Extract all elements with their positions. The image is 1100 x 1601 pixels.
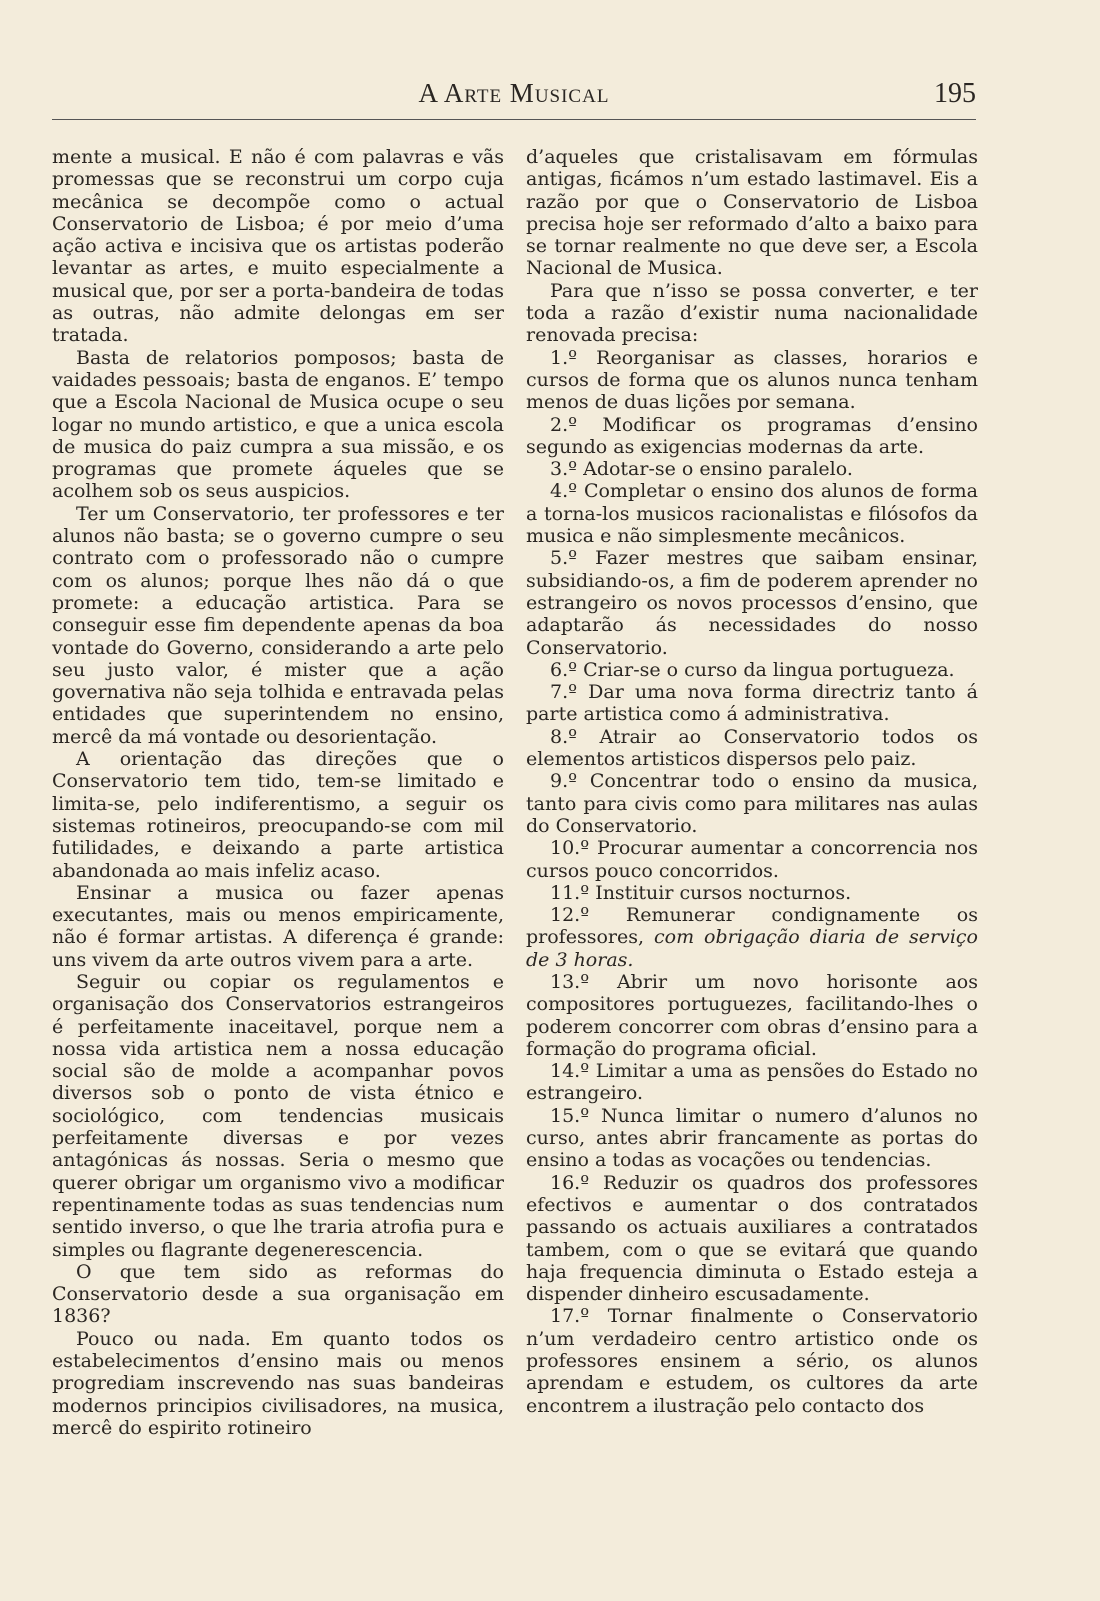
page-number: 195 [934,78,976,109]
list-item: 17.º Tornar finalmente o Conservatorio n’um verdadeiro centro artistico onde os professores ensinem a sério, os alunos aprendam e estudem, os cultores da arte encontrem a ilustração pelo contacto dos [526,1305,978,1417]
list-item: 1.º Reorganisar as classes, horarios e cursos de forma que os alunos nunca tenham menos de duas lições por semana. [526,346,978,414]
list-item: 5.º Fazer mestres que saibam ensinar, subsidiando-os, a fim de poderem aprender no estrangeiro os novos processos d’ensino, que adaptarão ás necessidades do nosso Conservatorio. [526,547,978,659]
right-column [526,146,978,1417]
paragraph: Ensinar a musica ou fazer apenas executantes, mais ou menos empiricamente, não é formar artistas. A diferença é grande: uns vivem da arte outros vivem para a arte. [52,881,504,971]
list-item: 4.º Completar o ensino dos alunos de forma a torna-los musicos racionalistas e filósofos da musica e não simplesmente mecânicos. [526,480,978,548]
paragraph: Pouco ou nada. Em quanto todos os estabelecimentos d’ensino mais ou menos progrediam inscrevendo nas suas bandeiras modernos principios civilisadores, na musica, mercê do espirito rotineiro [52,1327,504,1439]
list-item: 7.º Dar uma nova forma directriz tanto á parte artistica como á administrativa. [526,681,978,726]
header-rule [52,119,976,120]
paragraph: Basta de relatorios pomposos; basta de vaidades pessoais; basta de enganos. E’ tempo que a Escola Nacional de Musica ocupe o seu logar no mundo artistico, e que a unica escola de musica do paiz cumpra a sua missão, e os programas que promete áqueles que se acolhem sob os seus auspicios. [52,346,504,503]
list-item: 13.º Abrir um novo horisonte aos compositores portuguezes, facilitando-lhes o poderem concorrer com obras d’ensino para a formação do programa oficial. [526,970,978,1060]
paragraph: Para que n’isso se possa converter, e ter toda a razão d’existir numa nacionalidade renovada precisa: [526,279,978,347]
paragraph: O que tem sido as reformas do Conservatorio desde a sua organisação em 1836? [52,1260,504,1328]
list-item: 6.º Criar-se o curso da lingua portugueza. [550,658,955,681]
list-item [526,904,978,971]
list-item: 10.º Procurar aumentar a concorrencia nos cursos pouco concorridos. [526,837,978,882]
running-title: A Arte Musical [418,78,610,108]
list-item: 2.º Modificar os programas d’ensino segundo as exigencias modernas da arte. [526,413,978,458]
list-item: 16.º Reduzir os quadros dos professores efectivos e aumentar o dos contratados passando os actuais auxiliares a contratados tambem, com o que se evitará que quando haja frequencia diminuta o Estado esteja a dispender dinheiro escusadamente. [526,1171,978,1306]
paragraph: d’aqueles que cristalisavam em fórmulas antigas, ficámos n’um estado lastimavel. Eis a razão por que o Conservatorio de Lisboa precisa hoje ser reformado d’alto a baixo para se tornar realmente no que deve ser, a Escola Nacional de Musica. [526,146,978,280]
page-header [52,74,976,114]
list-item: 14.º Limitar a uma as pensões do Estado no estrangeiro. [526,1060,978,1105]
left-column [52,146,504,1439]
list-item: 11.º Instituir cursos nocturnos. [550,881,852,904]
list-item: 15.º Nunca limitar o numero d’alunos no curso, antes abrir francamente as portas do ensino a todas as vocações ou tendencias. [526,1104,978,1172]
paragraph: Ter um Conservatorio, ter professores e ter alunos não basta; se o governo cumpre o seu contrato com o professorado não o cumpre com os alunos; porque lhes não dá o que promete: a educação artistica. Para se conseguir esse fim dependente apenas da boa vontade do Governo, considerando a arte pelo seu justo valor, é mister que a ação governativa não seja tolhida e entravada pelas entidades que superintendem no ensino, mercê da má vontade ou desorientação. [52,502,504,748]
paragraph: A orientação das direções que o Conservatorio tem tido, tem-se limitado e limita-se, pelo indiferentismo, a seguir os sistemas rotineiros, preocupando-se com mil futilidades, e deixando a parte artistica abandonada ao mais infeliz acaso. [52,748,504,882]
list-item: 8.º Atrair ao Conservatorio todos os elementos artisticos dispersos pelo paiz. [526,725,978,771]
italic-clause: com obrigação diaria de serviço de 3 horas. [526,926,979,971]
paragraph: Seguir ou copiar os regulamentos e organisação dos Conservatorios estrangeiros é perfeitamente inaceitavel, porque nem a nossa vida artistica nem a nossa educação social são de molde a acompanhar povos diversos sob o ponto de vista étnico e sociológico, com tendencias musicais perfeitamente diversas e por vezes antagónicas ás nossas. Seria o mesmo que querer obrigar um organismo vivo a modificar repentinamente todas as suas tendencias num sentido inverso, o que lhe traria atrofia pura e simples ou flagrante degenerescencia. [52,970,504,1261]
paragraph: mente a musical. E não é com palavras e vãs promessas que se reconstrui um corpo cuja mecânica se decompõe como o actual Conservatorio de Lisboa; é por meio d’uma ação activa e incisiva que os artistas poderão levantar as artes, e muito especialmente a musical que, por ser a porta-bandeira de todas as outras, não admite delongas em ser tratada. [52,146,504,347]
list-item-text: 12.º Remunerar condignamente os professores, [526,904,978,949]
list-item: 3.º Adotar-se o ensino paralelo. [550,458,853,481]
list-item: 9.º Concentrar todo o ensino da musica, tanto para civis como para militares nas aulas do Conservatorio. [526,770,978,837]
